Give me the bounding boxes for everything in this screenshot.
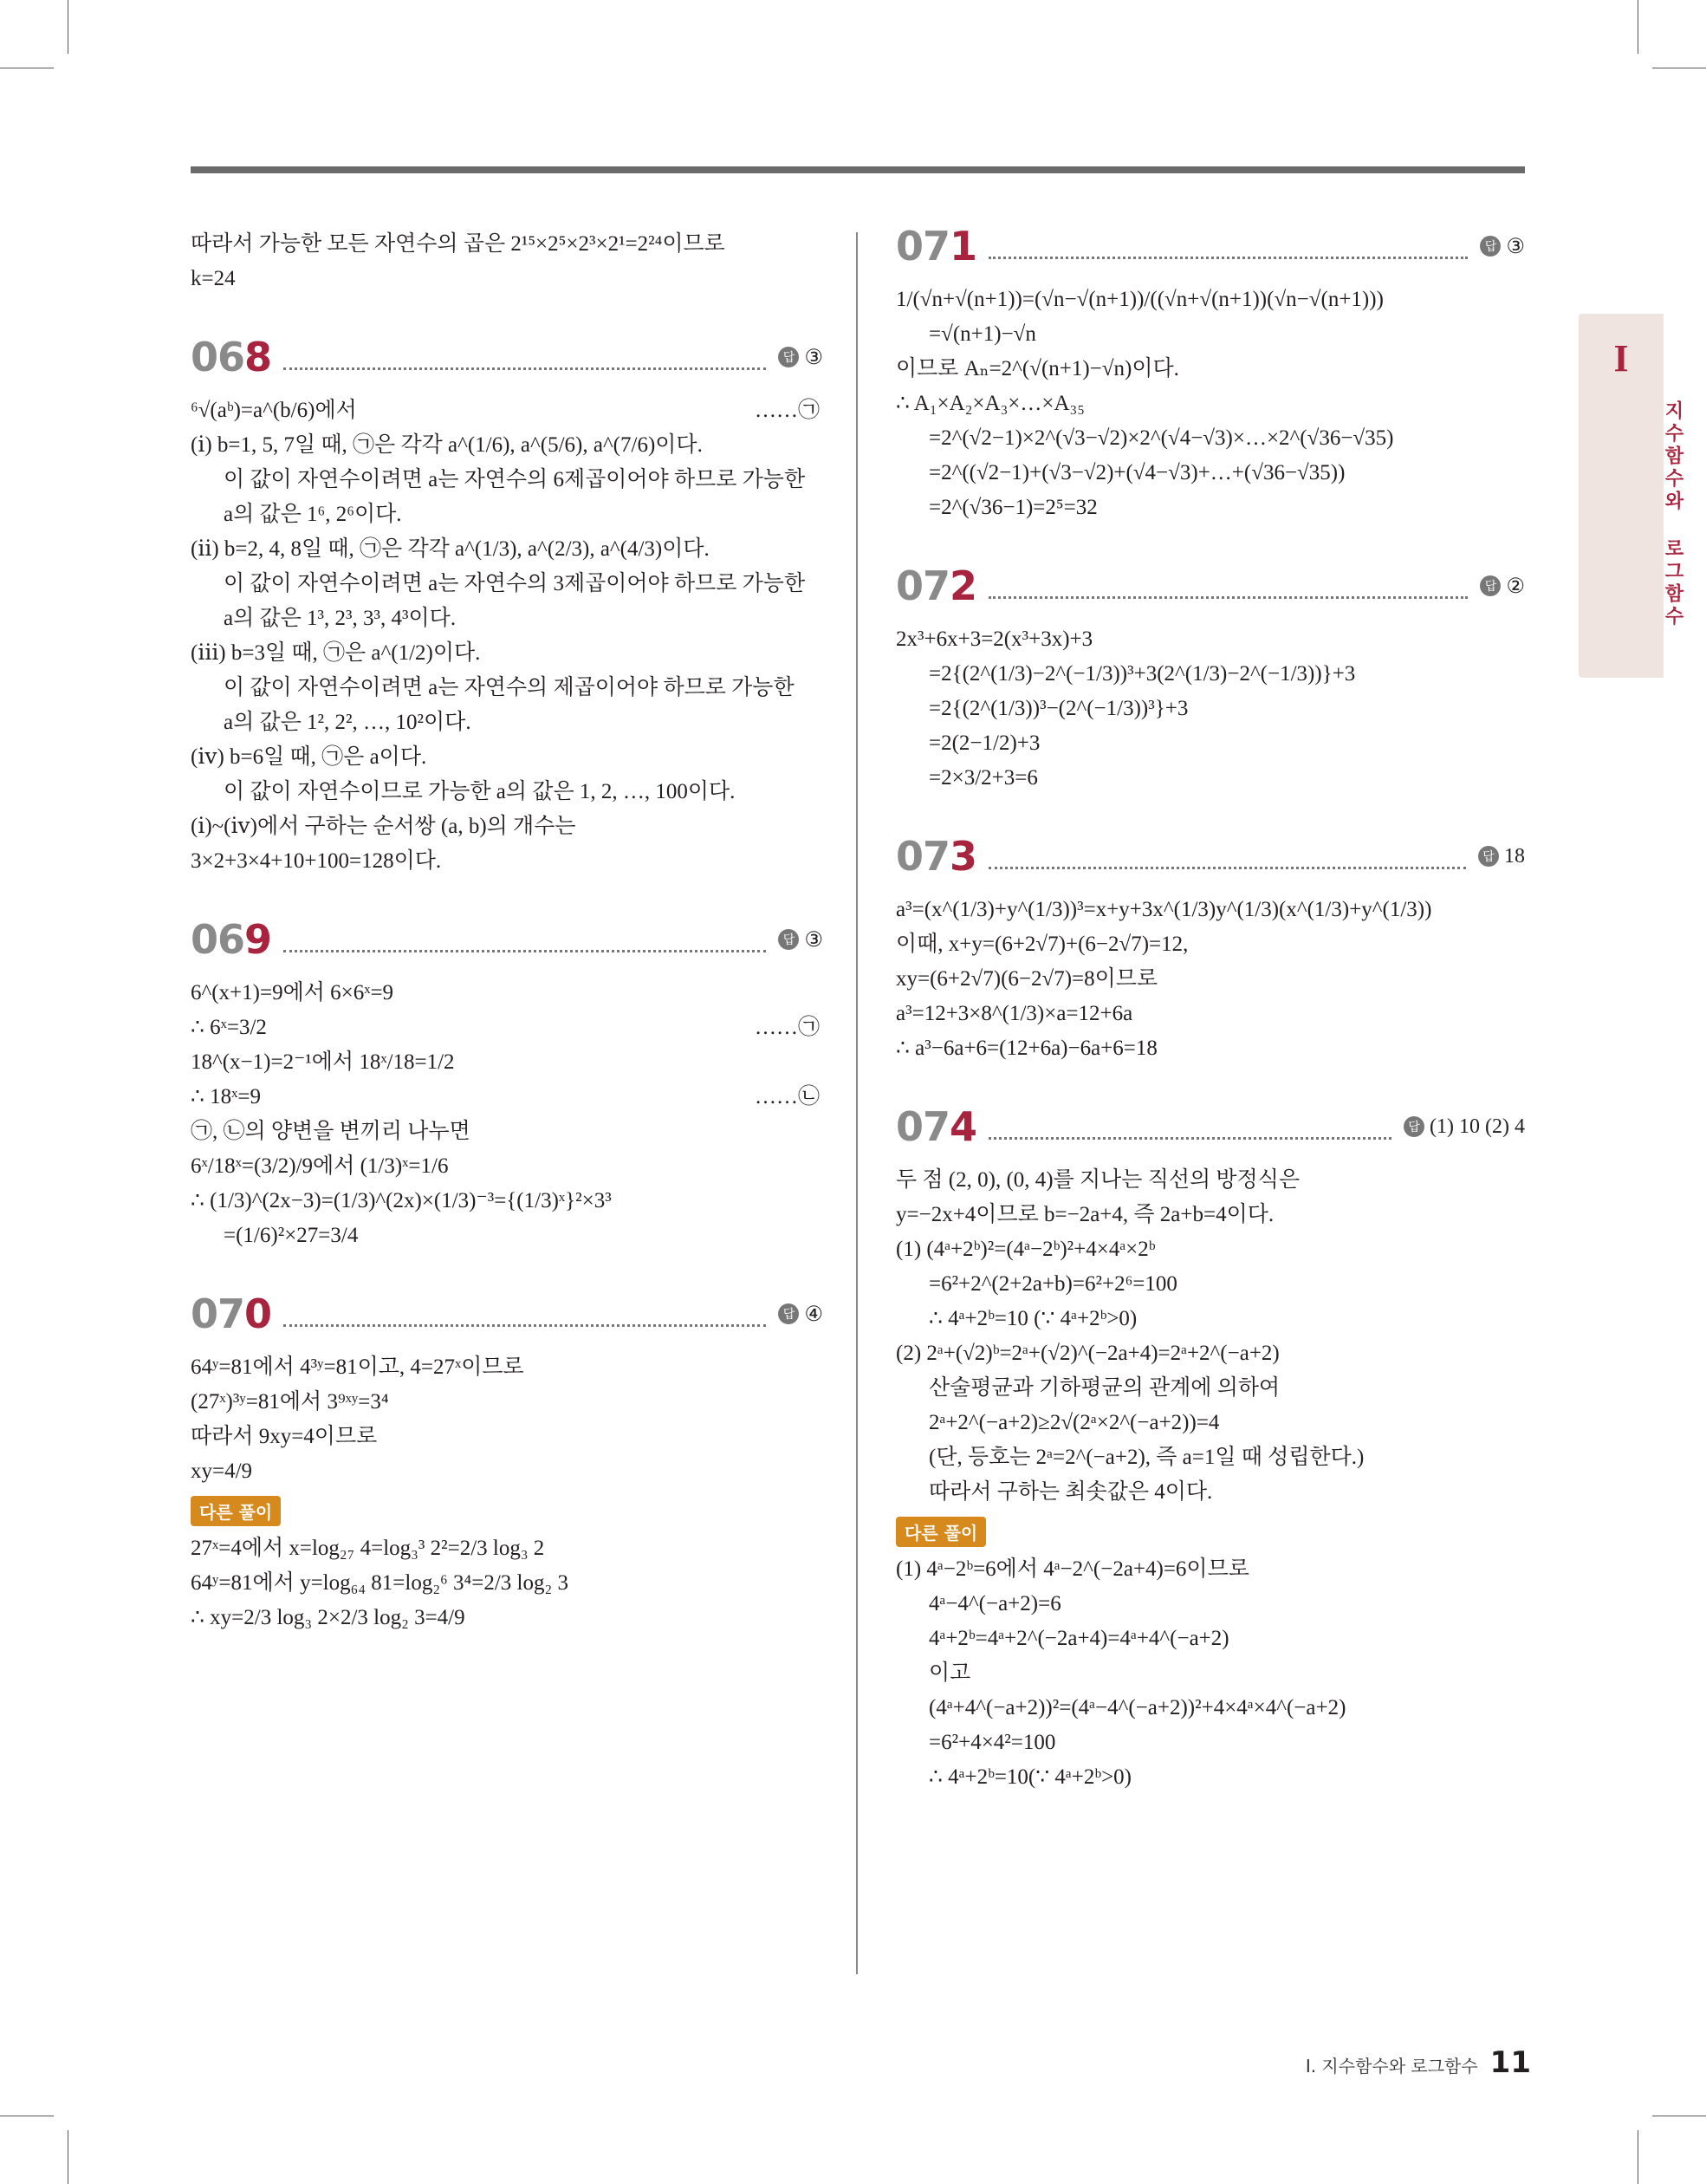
solution-text: =2×3/2+3=6 <box>929 766 1038 790</box>
problem-number-suffix: 9 <box>244 916 272 963</box>
solution-text: (ⅰ)~(ⅳ)에서 구하는 순서쌍 (a, b)의 개수는 <box>191 815 576 838</box>
solution-line <box>191 809 823 844</box>
solution-line <box>191 775 823 809</box>
solution-text: 6ˣ/18ˣ=(3/2)/9에서 (1/3)ˣ=1/6 <box>191 1154 449 1178</box>
solution-text: ∴ 6ˣ=3/2 <box>191 1016 267 1039</box>
solution-text: ⁶√(aᵇ)=a^(b/6)에서 <box>191 399 357 422</box>
solution-text: ∴ 4ᵃ+2ᵇ=10 (∵ 4ᵃ+2ᵇ>0) <box>929 1307 1138 1330</box>
solution-line <box>191 463 823 497</box>
solution-text: 4ᵃ+2ᵇ=4ᵃ+2^(−2a+4)=4ᵃ+4^(−a+2) <box>929 1627 1229 1650</box>
answer-icon: 답 <box>1480 575 1501 596</box>
solution-line <box>896 1760 1525 1795</box>
leader-dots <box>989 844 1466 869</box>
problem-number-prefix: 07 <box>896 1103 950 1150</box>
answer-label <box>1404 1115 1525 1139</box>
solution-text: a³=12+3×8^(1/3)×a=12+6a <box>896 1002 1133 1025</box>
solution-text: (ⅳ) b=6일 때, ㉠은 a이다. <box>191 745 427 769</box>
header-rule <box>191 166 1525 173</box>
problem-number-suffix: 0 <box>244 1290 272 1337</box>
solution-text: ∴ (1/3)^(2x−3)=(1/3)^(2x)×(1/3)⁻³={(1/3)ˣ}²×3³ <box>191 1189 612 1212</box>
solution-text: =√(n+1)−√n <box>929 322 1036 346</box>
solution-line <box>191 1454 823 1489</box>
column-divider <box>856 232 858 1974</box>
solution-text: 이 값이 자연수이려면 a는 자연수의 3제곱이어야 하므로 가능한 <box>224 572 806 595</box>
problem-number <box>191 333 271 381</box>
answer-icon: 답 <box>778 347 799 367</box>
solution-line <box>896 726 1525 761</box>
problem-header <box>896 1102 1525 1151</box>
solution-text: (단, 등호는 2ᵃ=2^(−a+2), 즉 a=1일 때 성립한다.) <box>929 1446 1365 1469</box>
problem-number-prefix: 07 <box>896 562 950 609</box>
problem-number <box>191 915 271 964</box>
solution-line <box>896 1406 1525 1440</box>
solution-line <box>896 1622 1525 1656</box>
answer-value: ③ <box>804 346 823 369</box>
solution-line <box>191 1219 823 1253</box>
solution-text: =2^(√36−1)=2⁵=32 <box>929 496 1098 519</box>
page-number: 11 <box>1489 2045 1531 2080</box>
intro-line: k=24 <box>191 267 236 290</box>
answer-value: 18 <box>1504 844 1525 868</box>
solution-line <box>896 1587 1525 1622</box>
problem-number-prefix: 07 <box>191 1290 245 1337</box>
chapter-roman-numeral: I <box>1613 337 1629 380</box>
solution-text: (4ᵃ+4^(−a+2))²=(4ᵃ−4^(−a+2))²+4×4ᵃ×4^(−a+2) <box>929 1696 1346 1719</box>
solution-line <box>896 927 1525 962</box>
solution-text: 따라서 9xy=4이므로 <box>191 1425 378 1448</box>
solution-line <box>896 387 1525 421</box>
solution-text: ∴ 4ᵃ+2ᵇ=10(∵ 4ᵃ+2ᵇ>0) <box>929 1765 1132 1789</box>
left-column <box>191 227 823 1635</box>
solution-line <box>191 671 823 705</box>
solution-line <box>896 1031 1525 1066</box>
problem-number <box>191 1290 271 1338</box>
intro-line: 따라서 가능한 모든 자연수의 곱은 2¹⁵×2⁵×2³×2¹=2²⁴이므로 <box>191 232 725 256</box>
solution-text: 두 점 (2, 0), (0, 4)를 지나는 직선의 방정식은 <box>896 1168 1301 1192</box>
solution-text: ∴ a³−6a+6=(12+6a)−6a+6=18 <box>896 1037 1158 1060</box>
solution-line <box>896 352 1525 387</box>
solution-line <box>896 692 1525 726</box>
answer-icon: 답 <box>778 1303 799 1324</box>
solution-text: 이므로 Aₙ=2^(√(n+1)−√n)이다. <box>896 357 1179 380</box>
solution-text: a³=(x^(1/3)+y^(1/3))³=x+y+3x^(1/3)y^(1/3)(x^(1/3)+y^(1/3)) <box>896 898 1432 921</box>
solution-line <box>896 283 1525 317</box>
chapter-title-vertical: 지수함수와 로그함수 <box>1662 400 1683 628</box>
solution-line <box>896 1198 1525 1232</box>
solution-line <box>191 1011 823 1045</box>
solution-line <box>896 317 1525 352</box>
solution-text: xy=4/9 <box>191 1459 253 1483</box>
solution-text: =2{(2^(1/3)−2^(−1/3))³+3(2^(1/3)−2^(−1/3))}+3 <box>929 662 1356 686</box>
problem-number-suffix: 2 <box>950 562 977 609</box>
solution-line <box>191 1080 823 1115</box>
answer-label <box>778 1302 823 1327</box>
solution-line <box>896 1232 1525 1267</box>
leader-dots <box>989 234 1468 259</box>
answer-icon: 답 <box>1478 846 1499 867</box>
solution-line <box>191 567 823 601</box>
answer-value: ④ <box>804 1303 823 1326</box>
problem-header <box>896 562 1525 610</box>
problem-number <box>896 1102 976 1151</box>
solution-text: (2) 2ᵃ+(√2)ᵇ=2ᵃ+(√2)^(−2a+4)=2ᵃ+2^(−a+2) <box>896 1342 1280 1365</box>
problem-number-suffix: 3 <box>950 833 977 880</box>
solution-line <box>191 740 823 775</box>
solution-text: =2(2−1/2)+3 <box>929 731 1041 755</box>
alternative-solution-badge: 다른 풀이 <box>191 1496 281 1526</box>
solution-line <box>896 1691 1525 1726</box>
problem-number <box>896 832 976 881</box>
footer-chapter-title: Ⅰ. 지수함수와 로그함수 <box>1305 2056 1478 2077</box>
answer-label <box>1480 574 1525 599</box>
answer-label <box>778 345 823 370</box>
solution-text: ㉠, ㉡의 양변을 변끼리 나누면 <box>191 1120 470 1143</box>
solution-line <box>191 1184 823 1219</box>
solution-text: a의 값은 1⁶, 2⁶이다. <box>224 503 402 526</box>
answer-value: (1) 10 (2) 4 <box>1430 1115 1525 1138</box>
solution-text: 64ʸ=81에서 4³ʸ=81이고, 4=27ˣ이므로 <box>191 1355 524 1379</box>
solution-text: =2^((√2−1)+(√3−√2)+(√4−√3)+…+(√36−√35)) <box>929 461 1346 484</box>
solution-line <box>191 1045 823 1080</box>
solution-text: 이고 <box>929 1661 971 1685</box>
solution-line <box>896 1726 1525 1760</box>
problem-header <box>896 222 1525 270</box>
solution-line <box>896 997 1525 1031</box>
solution-line <box>191 393 823 428</box>
answer-icon: 답 <box>778 929 799 950</box>
solution-text: 2x³+6x+3=2(x³+3x)+3 <box>896 627 1093 651</box>
chapter-side-tab <box>1579 314 1683 678</box>
left-problems <box>191 333 823 1635</box>
problem-number-prefix: 06 <box>191 334 245 380</box>
solution-text: ∴ xy=2/3 log₃ 2×2/3 log₂ 3=4/9 <box>191 1606 465 1629</box>
answer-value: ③ <box>1506 235 1525 258</box>
solution-text: 4ᵃ−4^(−a+2)=6 <box>929 1592 1061 1615</box>
solution-text: (ⅰ) b=1, 5, 7일 때, ㉠은 각각 a^(1/6), a^(5/6), a^(7/6)이다. <box>191 433 703 457</box>
problem-header <box>191 915 823 964</box>
problem-number-prefix: 06 <box>191 916 245 963</box>
leader-dots <box>989 574 1468 599</box>
solution-line <box>191 636 823 671</box>
problem-number-prefix: 07 <box>896 833 950 880</box>
solution-text: 64ʸ=81에서 y=log₆₄ 81=log₂⁶ 3⁴=2/3 log₂ 3 <box>191 1571 568 1595</box>
problem-header <box>896 832 1525 881</box>
solution-text: 산술평균과 기하평균의 관계에 의하여 <box>929 1376 1281 1400</box>
solution-line <box>896 1163 1525 1198</box>
solution-text: 이 값이 자연수이려면 a는 자연수의 6제곱이어야 하므로 가능한 <box>224 468 806 491</box>
solution-line <box>896 1336 1525 1371</box>
problem-number <box>896 562 976 610</box>
solution-line <box>896 421 1525 456</box>
solution-line <box>896 1656 1525 1691</box>
solution-text: (ⅱ) b=2, 4, 8일 때, ㉠은 각각 a^(1/3), a^(2/3), a^(4/3)이다. <box>191 537 710 561</box>
problem-number-prefix: 07 <box>896 223 950 270</box>
solution-text: 18^(x−1)=2⁻¹에서 18ˣ/18=1/2 <box>191 1050 455 1074</box>
solution-line <box>191 1115 823 1149</box>
solution-line <box>896 761 1525 796</box>
solution-line <box>191 705 823 740</box>
solution-text: ∴ 18ˣ=9 <box>191 1085 261 1108</box>
solution-line <box>191 1531 823 1566</box>
right-column <box>896 185 1525 1795</box>
solution-text: 6^(x+1)=9에서 6×6ˣ=9 <box>191 981 394 1004</box>
solution-line <box>191 1385 823 1420</box>
solution-line <box>896 491 1525 525</box>
solution-text: 이때, x+y=(6+2√7)+(6−2√7)=12, <box>896 933 1189 956</box>
solution-line <box>896 1552 1525 1587</box>
solution-line <box>191 532 823 567</box>
solution-text: (1) (4ᵃ+2ᵇ)²=(4ᵃ−2ᵇ)²+4×4ᵃ×2ᵇ <box>896 1238 1156 1261</box>
leader-dots <box>283 927 766 952</box>
answer-value: ③ <box>804 928 823 952</box>
solution-line <box>191 497 823 532</box>
page-footer <box>1306 2045 1531 2080</box>
solution-text: 따라서 구하는 최솟값은 4이다. <box>929 1480 1213 1504</box>
equation-tag: ……㉠ <box>754 1016 820 1039</box>
solution-line <box>896 1475 1525 1510</box>
solution-text: y=−2x+4이므로 b=−2a+4, 즉 2a+b=4이다. <box>896 1203 1275 1226</box>
solution-line <box>191 1420 823 1454</box>
answer-value: ② <box>1506 575 1525 598</box>
problem-number <box>896 222 976 270</box>
equation-tag: ……㉡ <box>754 1085 820 1108</box>
solution-text: a의 값은 1³, 2³, 3³, 4³이다. <box>224 607 457 630</box>
right-problems <box>896 222 1525 1795</box>
solution-line <box>896 1371 1525 1406</box>
solution-text: a의 값은 1², 2², …, 10²이다. <box>224 711 471 734</box>
solution-text: =6²+4×4²=100 <box>929 1731 1056 1754</box>
answer-icon: 답 <box>1404 1116 1424 1137</box>
answer-icon: 답 <box>1480 236 1501 257</box>
solution-text: =2{(2^(1/3))³−(2^(−1/3))³}+3 <box>929 697 1189 720</box>
leader-dots <box>283 345 766 370</box>
solution-text: (ⅲ) b=3일 때, ㉠은 a^(1/2)이다. <box>191 641 481 665</box>
solution-line <box>896 657 1525 692</box>
solution-line <box>191 844 823 879</box>
solution-text: (27ˣ)³ʸ=81에서 3⁹ˣʸ=3⁴ <box>191 1390 389 1414</box>
solution-line <box>896 456 1525 491</box>
solution-line <box>191 976 823 1011</box>
solution-text: 1/(√n+√(n+1))=(√n−√(n+1))/((√n+√(n+1))(√n−√(n+1))) <box>896 288 1384 311</box>
answer-label <box>778 927 823 952</box>
solution-line <box>191 1350 823 1385</box>
solution-line <box>896 1440 1525 1475</box>
leader-dots <box>283 1302 766 1327</box>
problem-number-suffix: 4 <box>950 1103 977 1150</box>
solution-text: =6²+2^(2+2a+b)=6²+2⁶=100 <box>929 1272 1177 1296</box>
equation-tag: ……㉠ <box>754 399 820 422</box>
solution-line <box>896 1267 1525 1302</box>
leader-dots <box>989 1115 1391 1140</box>
solution-line <box>896 893 1525 927</box>
problem-number-suffix: 1 <box>950 223 977 270</box>
solution-text: 27ˣ=4에서 x=log₂₇ 4=log₃³ 2²=2/3 log₃ 2 <box>191 1537 545 1560</box>
solution-line <box>191 1566 823 1601</box>
problem-header <box>191 333 823 381</box>
problem-header <box>191 1290 823 1338</box>
solution-line <box>191 1601 823 1635</box>
solution-line <box>896 962 1525 997</box>
problem-number-suffix: 8 <box>244 334 272 380</box>
answer-label <box>1478 845 1525 868</box>
solution-line <box>191 1149 823 1184</box>
solution-text: xy=(6+2√7)(6−2√7)=8이므로 <box>896 967 1158 991</box>
solution-text: 이 값이 자연수이므로 가능한 a의 값은 1, 2, …, 100이다. <box>224 780 736 803</box>
solution-text: ∴ A₁×A₂×A₃×…×A₃₅ <box>896 392 1085 415</box>
solution-text: 2ᵃ+2^(−a+2)≥2√(2ᵃ×2^(−a+2))=4 <box>929 1411 1220 1434</box>
solution-line <box>896 1302 1525 1336</box>
solution-text: 이 값이 자연수이려면 a는 자연수의 제곱이어야 하므로 가능한 <box>224 676 795 699</box>
solution-text: 3×2+3×4+10+100=128이다. <box>191 849 442 873</box>
solution-line <box>191 601 823 636</box>
answer-label <box>1480 234 1525 259</box>
alternative-solution-badge: 다른 풀이 <box>896 1517 986 1547</box>
solution-text: =(1/6)²×27=3/4 <box>224 1224 359 1247</box>
solution-text: =2^(√2−1)×2^(√3−√2)×2^(√4−√3)×…×2^(√36−√35) <box>929 426 1394 450</box>
solution-text: (1) 4ᵃ−2ᵇ=6에서 4ᵃ−2^(−2a+4)=6이므로 <box>896 1557 1249 1581</box>
solution-line <box>896 622 1525 657</box>
solution-line <box>191 428 823 463</box>
